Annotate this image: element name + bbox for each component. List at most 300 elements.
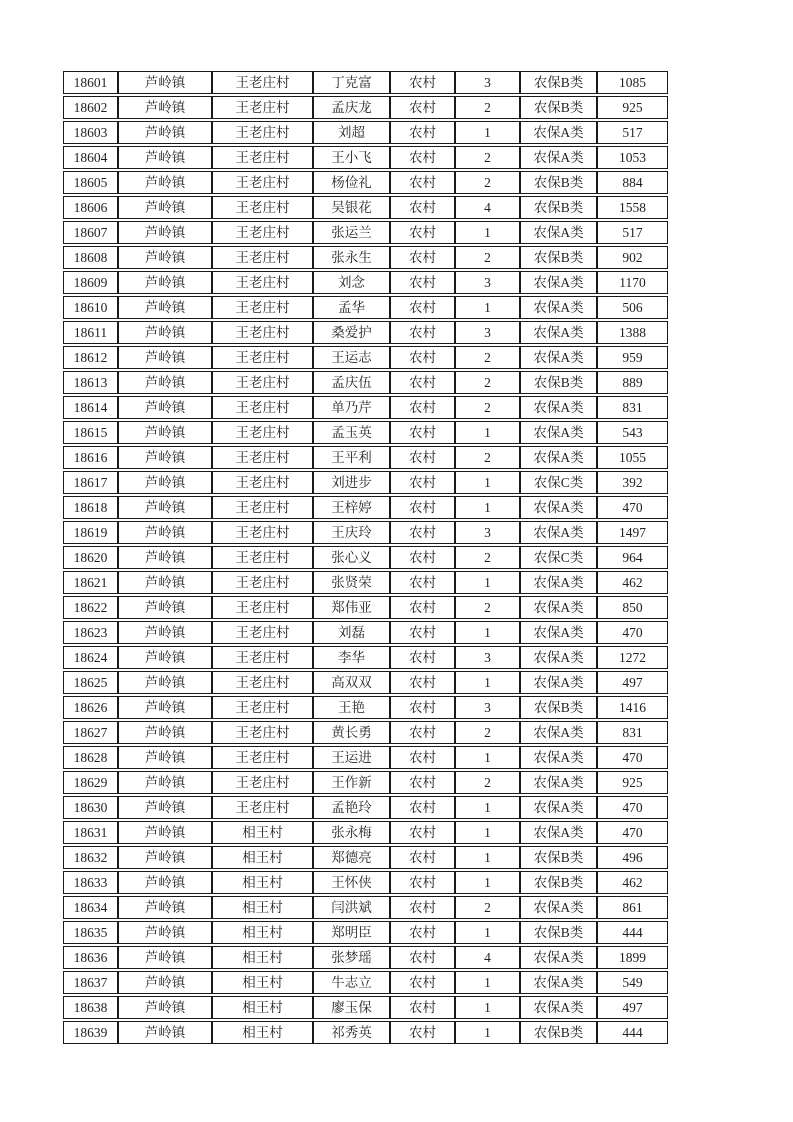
cell-record-id: 18634	[63, 896, 118, 919]
cell-town: 芦岭镇	[118, 946, 212, 969]
cell-town: 芦岭镇	[118, 321, 212, 344]
cell-person-name: 高双双	[313, 671, 390, 694]
cell-town: 芦岭镇	[118, 171, 212, 194]
cell-record-id: 18637	[63, 971, 118, 994]
cell-residence-type: 农村	[390, 246, 455, 269]
cell-village: 王老庄村	[212, 596, 313, 619]
cell-town: 芦岭镇	[118, 696, 212, 719]
cell-village: 王老庄村	[212, 421, 313, 444]
cell-record-id: 18617	[63, 471, 118, 494]
cell-insurance-category: 农保A类	[520, 796, 597, 819]
cell-record-id: 18636	[63, 946, 118, 969]
table-row	[63, 796, 668, 819]
cell-town: 芦岭镇	[118, 746, 212, 769]
table-row	[63, 271, 668, 294]
cell-person-name: 单乃芹	[313, 396, 390, 419]
cell-residence-type: 农村	[390, 96, 455, 119]
cell-village: 王老庄村	[212, 546, 313, 569]
cell-record-id: 18603	[63, 121, 118, 144]
cell-count: 2	[455, 171, 520, 194]
cell-insurance-category: 农保A类	[520, 296, 597, 319]
cell-village: 相王村	[212, 921, 313, 944]
cell-town: 芦岭镇	[118, 971, 212, 994]
cell-count: 2	[455, 721, 520, 744]
cell-residence-type: 农村	[390, 71, 455, 94]
cell-town: 芦岭镇	[118, 346, 212, 369]
cell-count: 1	[455, 471, 520, 494]
cell-village: 王老庄村	[212, 196, 313, 219]
cell-town: 芦岭镇	[118, 421, 212, 444]
cell-village: 王老庄村	[212, 496, 313, 519]
cell-village: 王老庄村	[212, 771, 313, 794]
cell-record-id: 18623	[63, 621, 118, 644]
cell-record-id: 18638	[63, 996, 118, 1019]
cell-residence-type: 农村	[390, 771, 455, 794]
cell-residence-type: 农村	[390, 446, 455, 469]
cell-record-id: 18609	[63, 271, 118, 294]
cell-person-name: 李华	[313, 646, 390, 669]
cell-village: 王老庄村	[212, 296, 313, 319]
cell-insurance-category: 农保A类	[520, 146, 597, 169]
cell-village: 王老庄村	[212, 571, 313, 594]
cell-amount: 1558	[597, 196, 668, 219]
cell-count: 1	[455, 571, 520, 594]
cell-person-name: 孟庆龙	[313, 96, 390, 119]
table-body	[63, 71, 668, 1044]
cell-amount: 543	[597, 421, 668, 444]
cell-residence-type: 农村	[390, 796, 455, 819]
cell-record-id: 18618	[63, 496, 118, 519]
cell-residence-type: 农村	[390, 846, 455, 869]
cell-person-name: 郑明臣	[313, 921, 390, 944]
cell-amount: 470	[597, 621, 668, 644]
cell-record-id: 18628	[63, 746, 118, 769]
cell-residence-type: 农村	[390, 321, 455, 344]
cell-amount: 1170	[597, 271, 668, 294]
table-row	[63, 71, 668, 94]
cell-count: 4	[455, 196, 520, 219]
cell-count: 1	[455, 971, 520, 994]
table-row	[63, 246, 668, 269]
cell-amount: 1272	[597, 646, 668, 669]
table-row	[63, 671, 668, 694]
cell-amount: 517	[597, 121, 668, 144]
cell-record-id: 18635	[63, 921, 118, 944]
cell-record-id: 18624	[63, 646, 118, 669]
cell-village: 王老庄村	[212, 371, 313, 394]
cell-insurance-category: 农保A类	[520, 946, 597, 969]
cell-village: 王老庄村	[212, 521, 313, 544]
table-row	[63, 421, 668, 444]
cell-village: 王老庄村	[212, 171, 313, 194]
cell-count: 1	[455, 496, 520, 519]
cell-amount: 850	[597, 596, 668, 619]
cell-town: 芦岭镇	[118, 471, 212, 494]
cell-residence-type: 农村	[390, 521, 455, 544]
cell-residence-type: 农村	[390, 346, 455, 369]
cell-amount: 831	[597, 721, 668, 744]
cell-amount: 925	[597, 771, 668, 794]
cell-count: 1	[455, 1021, 520, 1044]
cell-residence-type: 农村	[390, 496, 455, 519]
cell-person-name: 郑伟亚	[313, 596, 390, 619]
cell-residence-type: 农村	[390, 696, 455, 719]
cell-record-id: 18608	[63, 246, 118, 269]
cell-amount: 497	[597, 996, 668, 1019]
table-row	[63, 496, 668, 519]
cell-insurance-category: 农保B类	[520, 196, 597, 219]
cell-insurance-category: 农保A类	[520, 421, 597, 444]
cell-count: 1	[455, 996, 520, 1019]
cell-insurance-category: 农保A类	[520, 396, 597, 419]
table-row	[63, 571, 668, 594]
cell-person-name: 孟华	[313, 296, 390, 319]
cell-record-id: 18620	[63, 546, 118, 569]
cell-village: 王老庄村	[212, 621, 313, 644]
cell-count: 1	[455, 846, 520, 869]
cell-town: 芦岭镇	[118, 646, 212, 669]
cell-count: 4	[455, 946, 520, 969]
cell-count: 2	[455, 246, 520, 269]
cell-person-name: 张永生	[313, 246, 390, 269]
cell-town: 芦岭镇	[118, 671, 212, 694]
cell-village: 王老庄村	[212, 121, 313, 144]
cell-person-name: 王庆玲	[313, 521, 390, 544]
cell-record-id: 18601	[63, 71, 118, 94]
cell-residence-type: 农村	[390, 896, 455, 919]
cell-amount: 444	[597, 1021, 668, 1044]
cell-count: 2	[455, 596, 520, 619]
cell-residence-type: 农村	[390, 721, 455, 744]
cell-residence-type: 农村	[390, 221, 455, 244]
cell-town: 芦岭镇	[118, 71, 212, 94]
cell-person-name: 王作新	[313, 771, 390, 794]
cell-insurance-category: 农保A类	[520, 271, 597, 294]
cell-village: 相王村	[212, 846, 313, 869]
cell-residence-type: 农村	[390, 121, 455, 144]
cell-village: 相王村	[212, 871, 313, 894]
cell-residence-type: 农村	[390, 296, 455, 319]
cell-town: 芦岭镇	[118, 446, 212, 469]
cell-residence-type: 农村	[390, 571, 455, 594]
table-row	[63, 846, 668, 869]
records-table	[63, 69, 668, 1046]
table-row	[63, 171, 668, 194]
cell-amount: 549	[597, 971, 668, 994]
cell-residence-type: 农村	[390, 921, 455, 944]
cell-record-id: 18625	[63, 671, 118, 694]
cell-amount: 861	[597, 896, 668, 919]
cell-residence-type: 农村	[390, 546, 455, 569]
cell-insurance-category: 农保A类	[520, 671, 597, 694]
cell-person-name: 祁秀英	[313, 1021, 390, 1044]
cell-record-id: 18626	[63, 696, 118, 719]
cell-village: 王老庄村	[212, 346, 313, 369]
cell-person-name: 孟艳玲	[313, 796, 390, 819]
cell-count: 3	[455, 321, 520, 344]
cell-count: 2	[455, 96, 520, 119]
table-row	[63, 471, 668, 494]
cell-village: 相王村	[212, 971, 313, 994]
cell-insurance-category: 农保C类	[520, 546, 597, 569]
cell-village: 王老庄村	[212, 271, 313, 294]
table-row	[63, 746, 668, 769]
cell-amount: 902	[597, 246, 668, 269]
cell-person-name: 张梦瑶	[313, 946, 390, 969]
cell-count: 1	[455, 671, 520, 694]
cell-person-name: 王艳	[313, 696, 390, 719]
table-row	[63, 621, 668, 644]
cell-insurance-category: 农保A类	[520, 346, 597, 369]
cell-count: 1	[455, 121, 520, 144]
cell-insurance-category: 农保A类	[520, 996, 597, 1019]
cell-amount: 1416	[597, 696, 668, 719]
cell-person-name: 张运兰	[313, 221, 390, 244]
cell-insurance-category: 农保A类	[520, 821, 597, 844]
cell-town: 芦岭镇	[118, 721, 212, 744]
cell-insurance-category: 农保B类	[520, 846, 597, 869]
table-row	[63, 896, 668, 919]
cell-record-id: 18633	[63, 871, 118, 894]
cell-amount: 517	[597, 221, 668, 244]
cell-amount: 1388	[597, 321, 668, 344]
cell-person-name: 杨俭礼	[313, 171, 390, 194]
cell-record-id: 18614	[63, 396, 118, 419]
cell-insurance-category: 农保B类	[520, 171, 597, 194]
cell-count: 2	[455, 371, 520, 394]
cell-amount: 462	[597, 571, 668, 594]
cell-village: 王老庄村	[212, 71, 313, 94]
cell-record-id: 18611	[63, 321, 118, 344]
cell-insurance-category: 农保A类	[520, 646, 597, 669]
cell-town: 芦岭镇	[118, 771, 212, 794]
cell-village: 相王村	[212, 896, 313, 919]
cell-residence-type: 农村	[390, 271, 455, 294]
cell-person-name: 廖玉保	[313, 996, 390, 1019]
cell-residence-type: 农村	[390, 171, 455, 194]
cell-amount: 392	[597, 471, 668, 494]
cell-record-id: 18606	[63, 196, 118, 219]
table-row	[63, 371, 668, 394]
cell-village: 王老庄村	[212, 96, 313, 119]
table-row	[63, 771, 668, 794]
cell-residence-type: 农村	[390, 596, 455, 619]
cell-town: 芦岭镇	[118, 821, 212, 844]
cell-insurance-category: 农保B类	[520, 71, 597, 94]
cell-residence-type: 农村	[390, 196, 455, 219]
table-row	[63, 521, 668, 544]
table-row	[63, 96, 668, 119]
cell-amount: 470	[597, 746, 668, 769]
cell-residence-type: 农村	[390, 971, 455, 994]
cell-amount: 470	[597, 821, 668, 844]
cell-count: 2	[455, 146, 520, 169]
table-row	[63, 121, 668, 144]
cell-record-id: 18621	[63, 571, 118, 594]
cell-record-id: 18632	[63, 846, 118, 869]
cell-count: 1	[455, 821, 520, 844]
cell-record-id: 18631	[63, 821, 118, 844]
cell-village: 王老庄村	[212, 646, 313, 669]
table-row	[63, 446, 668, 469]
cell-insurance-category: 农保A类	[520, 521, 597, 544]
cell-count: 2	[455, 771, 520, 794]
cell-village: 相王村	[212, 996, 313, 1019]
table-row	[63, 546, 668, 569]
cell-person-name: 张永梅	[313, 821, 390, 844]
cell-village: 王老庄村	[212, 671, 313, 694]
cell-amount: 470	[597, 796, 668, 819]
cell-count: 2	[455, 546, 520, 569]
cell-amount: 1899	[597, 946, 668, 969]
cell-insurance-category: 农保A类	[520, 496, 597, 519]
cell-count: 2	[455, 396, 520, 419]
cell-record-id: 18602	[63, 96, 118, 119]
table-row	[63, 596, 668, 619]
cell-insurance-category: 农保B类	[520, 96, 597, 119]
cell-record-id: 18622	[63, 596, 118, 619]
cell-village: 王老庄村	[212, 796, 313, 819]
table-row	[63, 871, 668, 894]
cell-amount: 444	[597, 921, 668, 944]
cell-amount: 496	[597, 846, 668, 869]
cell-town: 芦岭镇	[118, 221, 212, 244]
cell-person-name: 牛志立	[313, 971, 390, 994]
cell-town: 芦岭镇	[118, 596, 212, 619]
cell-amount: 884	[597, 171, 668, 194]
cell-residence-type: 农村	[390, 996, 455, 1019]
cell-person-name: 王运进	[313, 746, 390, 769]
cell-person-name: 刘进步	[313, 471, 390, 494]
cell-village: 王老庄村	[212, 696, 313, 719]
cell-village: 相王村	[212, 946, 313, 969]
cell-town: 芦岭镇	[118, 146, 212, 169]
cell-record-id: 18629	[63, 771, 118, 794]
cell-record-id: 18607	[63, 221, 118, 244]
cell-person-name: 王运志	[313, 346, 390, 369]
cell-village: 王老庄村	[212, 721, 313, 744]
cell-count: 1	[455, 421, 520, 444]
cell-residence-type: 农村	[390, 621, 455, 644]
cell-residence-type: 农村	[390, 471, 455, 494]
cell-insurance-category: 农保B类	[520, 921, 597, 944]
cell-count: 2	[455, 896, 520, 919]
cell-amount: 831	[597, 396, 668, 419]
cell-insurance-category: 农保B类	[520, 246, 597, 269]
cell-record-id: 18639	[63, 1021, 118, 1044]
cell-town: 芦岭镇	[118, 196, 212, 219]
cell-residence-type: 农村	[390, 646, 455, 669]
cell-town: 芦岭镇	[118, 546, 212, 569]
cell-village: 王老庄村	[212, 396, 313, 419]
cell-record-id: 18604	[63, 146, 118, 169]
cell-insurance-category: 农保A类	[520, 446, 597, 469]
cell-amount: 497	[597, 671, 668, 694]
cell-village: 王老庄村	[212, 146, 313, 169]
cell-person-name: 王平利	[313, 446, 390, 469]
cell-count: 1	[455, 296, 520, 319]
cell-record-id: 18615	[63, 421, 118, 444]
table-row	[63, 221, 668, 244]
cell-record-id: 18619	[63, 521, 118, 544]
cell-village: 相王村	[212, 1021, 313, 1044]
cell-record-id: 18627	[63, 721, 118, 744]
cell-amount: 462	[597, 871, 668, 894]
cell-person-name: 刘念	[313, 271, 390, 294]
cell-record-id: 18630	[63, 796, 118, 819]
table-row	[63, 971, 668, 994]
table-row	[63, 996, 668, 1019]
cell-count: 3	[455, 71, 520, 94]
cell-town: 芦岭镇	[118, 521, 212, 544]
cell-town: 芦岭镇	[118, 246, 212, 269]
cell-insurance-category: 农保A类	[520, 571, 597, 594]
table-row	[63, 346, 668, 369]
cell-insurance-category: 农保B类	[520, 871, 597, 894]
cell-residence-type: 农村	[390, 746, 455, 769]
cell-residence-type: 农村	[390, 146, 455, 169]
table-row	[63, 646, 668, 669]
cell-record-id: 18612	[63, 346, 118, 369]
cell-town: 芦岭镇	[118, 621, 212, 644]
cell-count: 1	[455, 871, 520, 894]
cell-town: 芦岭镇	[118, 496, 212, 519]
cell-town: 芦岭镇	[118, 571, 212, 594]
cell-insurance-category: 农保B类	[520, 371, 597, 394]
cell-town: 芦岭镇	[118, 371, 212, 394]
cell-person-name: 张心义	[313, 546, 390, 569]
cell-person-name: 刘磊	[313, 621, 390, 644]
cell-town: 芦岭镇	[118, 871, 212, 894]
table-row	[63, 196, 668, 219]
cell-amount: 1497	[597, 521, 668, 544]
cell-person-name: 黄长勇	[313, 721, 390, 744]
cell-person-name: 王梓婷	[313, 496, 390, 519]
cell-amount: 470	[597, 496, 668, 519]
table-row	[63, 146, 668, 169]
cell-amount: 959	[597, 346, 668, 369]
cell-count: 1	[455, 921, 520, 944]
cell-town: 芦岭镇	[118, 996, 212, 1019]
cell-village: 王老庄村	[212, 221, 313, 244]
cell-record-id: 18605	[63, 171, 118, 194]
cell-insurance-category: 农保A类	[520, 221, 597, 244]
table-row	[63, 821, 668, 844]
cell-person-name: 吴银花	[313, 196, 390, 219]
cell-insurance-category: 农保A类	[520, 321, 597, 344]
cell-count: 1	[455, 746, 520, 769]
cell-count: 3	[455, 646, 520, 669]
table-row	[63, 321, 668, 344]
cell-person-name: 桑爱护	[313, 321, 390, 344]
cell-person-name: 孟玉英	[313, 421, 390, 444]
cell-residence-type: 农村	[390, 1021, 455, 1044]
cell-person-name: 丁克富	[313, 71, 390, 94]
cell-amount: 1055	[597, 446, 668, 469]
cell-residence-type: 农村	[390, 371, 455, 394]
cell-person-name: 张贤荣	[313, 571, 390, 594]
cell-insurance-category: 农保C类	[520, 471, 597, 494]
table-row	[63, 696, 668, 719]
cell-town: 芦岭镇	[118, 796, 212, 819]
cell-record-id: 18616	[63, 446, 118, 469]
cell-village: 王老庄村	[212, 746, 313, 769]
cell-residence-type: 农村	[390, 871, 455, 894]
cell-village: 王老庄村	[212, 446, 313, 469]
cell-person-name: 王怀侠	[313, 871, 390, 894]
cell-insurance-category: 农保B类	[520, 696, 597, 719]
cell-village: 王老庄村	[212, 246, 313, 269]
